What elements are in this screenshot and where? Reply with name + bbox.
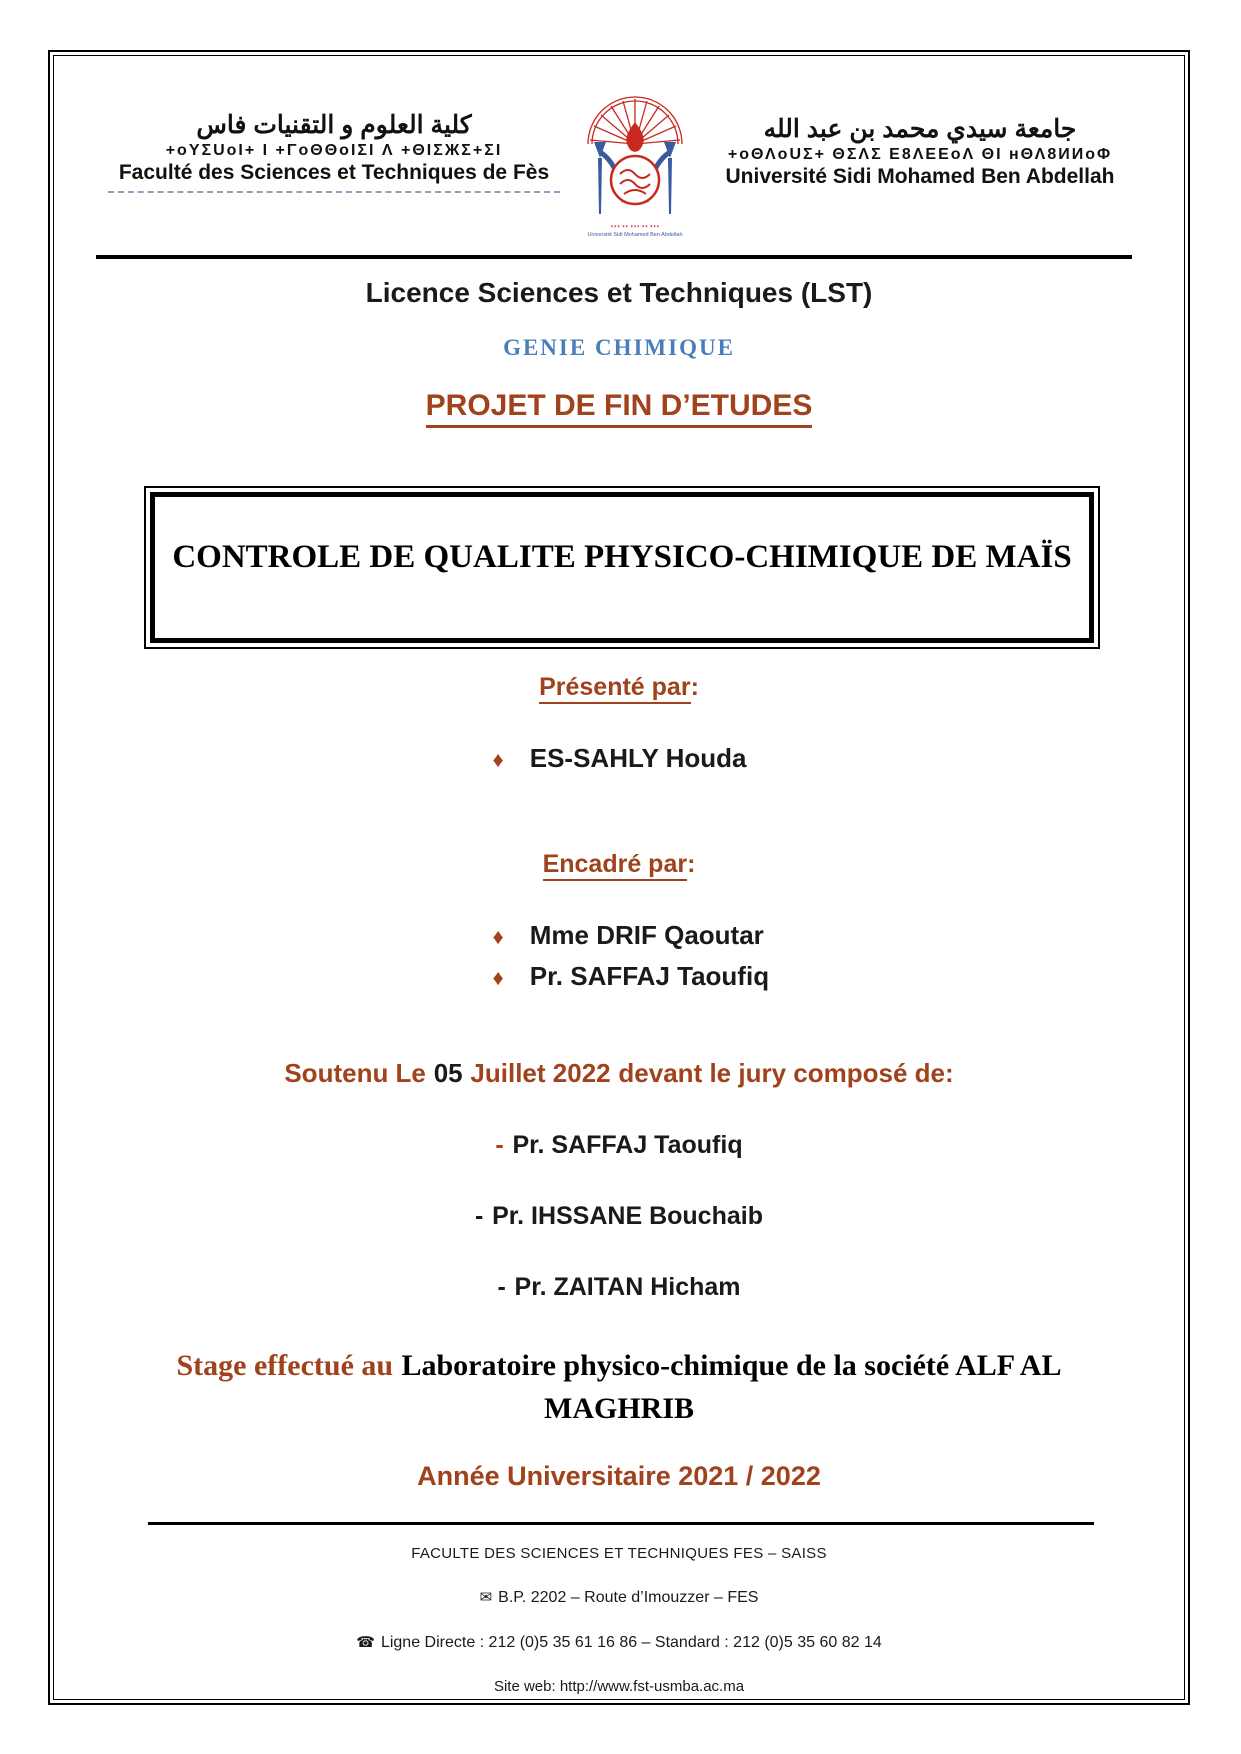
logo-caption-top: ٭٭٭ ٭٭ ٭٭٭ ٭٭ ٭٭٭ xyxy=(610,224,660,230)
page-border xyxy=(48,50,1190,1705)
diamond-bullet-icon: ♦ xyxy=(492,924,504,950)
defense-prefix: Soutenu Le xyxy=(284,1057,426,1088)
supervised-by-colon: : xyxy=(687,850,696,879)
jury-list xyxy=(92,1131,1146,1302)
defense-suffix: devant le jury composé de: xyxy=(618,1057,954,1088)
presented-by-heading xyxy=(92,673,1146,702)
faculty-name-tifinagh: +oYΣUoI+ I +ΓoΘΘoIΣI Λ +ΘIΣЖΣ+ΣI xyxy=(165,142,503,160)
university-name-arabic: جامعة سيدي محمد بن عبد الله xyxy=(763,115,1077,143)
internship-prefix: Stage effectué au xyxy=(176,1348,394,1382)
thesis-title: CONTROLE DE QUALITE PHYSICO-CHIMIQUE DE MAÏS xyxy=(172,539,1072,575)
footer-address-line xyxy=(92,1588,1146,1607)
list-item xyxy=(493,956,1146,996)
presented-by-label: Présenté par xyxy=(539,673,690,704)
header-divider-rule xyxy=(96,255,1132,259)
footer-divider-rule xyxy=(148,1522,1094,1525)
thesis-title-box xyxy=(144,486,1100,649)
jury-dash: - xyxy=(475,1201,484,1230)
footer-website: Site web: http://www.fst-usmba.ac.ma xyxy=(493,1677,745,1695)
faculty-block xyxy=(108,82,560,193)
university-logo xyxy=(574,82,696,245)
cover-content xyxy=(50,52,1188,1703)
defense-day: 05 xyxy=(433,1057,463,1088)
department-title: GENIE CHIMIQUE xyxy=(503,335,735,360)
usmba-logo-icon xyxy=(574,82,696,240)
supervised-by-heading xyxy=(92,850,1146,879)
jury-member-row xyxy=(92,1202,1146,1231)
university-block xyxy=(710,82,1130,190)
diamond-bullet-icon: ♦ xyxy=(492,964,504,990)
logo-caption-text: Université Sidi Mohamed Ben Abdellah xyxy=(587,232,683,238)
internship-line xyxy=(159,1344,1079,1431)
project-type-title xyxy=(92,389,1146,428)
footer-phone-line xyxy=(92,1633,1146,1652)
university-name-french: Université Sidi Mohamed Ben Abdellah xyxy=(725,165,1115,189)
jury-member-name: Pr. SAFFAJ Taoufiq xyxy=(512,1130,743,1159)
supervisor-name: Mme DRIF Qaoutar xyxy=(529,920,764,951)
list-item xyxy=(493,738,1146,778)
jury-member-name: Pr. IHSSANE Bouchaib xyxy=(492,1201,763,1230)
jury-member-name: Pr. ZAITAN Hicham xyxy=(514,1272,741,1301)
faculty-name-french: Faculté des Sciences et Techniques de Fès xyxy=(118,161,550,185)
student-name: ES-SAHLY Houda xyxy=(529,743,747,773)
program-title: Licence Sciences et Techniques (LST) xyxy=(365,277,873,308)
presented-by-colon: : xyxy=(690,673,699,701)
supervised-by-label: Encadré par xyxy=(543,850,688,881)
defense-date: Juillet 2022 xyxy=(470,1057,611,1088)
phone-icon: ☎ xyxy=(356,1633,375,1651)
jury-dash: - xyxy=(497,1272,506,1301)
internship-location: Laboratoire physico-chimique de la société ALF AL MAGHRIB xyxy=(401,1348,1062,1426)
diamond-bullet-icon: ♦ xyxy=(492,747,504,772)
supervised-by-list xyxy=(493,915,1146,996)
supervisor-name: Pr. SAFFAJ Taoufiq xyxy=(529,960,770,991)
academic-year: Année Universitaire 2021 / 2022 xyxy=(417,1460,821,1491)
project-type-text: PROJET DE FIN D’ETUDES xyxy=(426,389,813,428)
list-item xyxy=(493,915,1146,955)
institution-header xyxy=(92,82,1146,245)
defense-date-line xyxy=(92,1058,1146,1089)
jury-dash: - xyxy=(495,1130,504,1159)
faculty-name-arabic: كلية العلوم و التقنيات فاس xyxy=(196,111,472,139)
footer-faculty-name: FACULTE DES SCIENCES ET TECHNIQUES FES – SAISS xyxy=(411,1544,827,1562)
footer-phone-text: Ligne Directe : 212 (0)5 35 61 16 86 – Standard : 212 (0)5 35 60 82 14 xyxy=(380,1633,882,1651)
university-name-tifinagh: +oΘΛoUΣ+ ΘΣΛΣ Ε8ΛΕΕoΛ ΘΙ ʜΘΛ8ИИoΦ xyxy=(727,146,1113,164)
jury-member-row xyxy=(92,1273,1146,1302)
footer-address-text: B.P. 2202 – Route d’Imouzzer – FES xyxy=(498,1588,759,1606)
presented-by-list xyxy=(493,738,1146,778)
faculty-dashed-underline xyxy=(108,191,560,193)
envelope-icon: ✉ xyxy=(479,1588,493,1606)
thesis-title-box-inner xyxy=(150,492,1094,643)
jury-member-row xyxy=(92,1131,1146,1160)
